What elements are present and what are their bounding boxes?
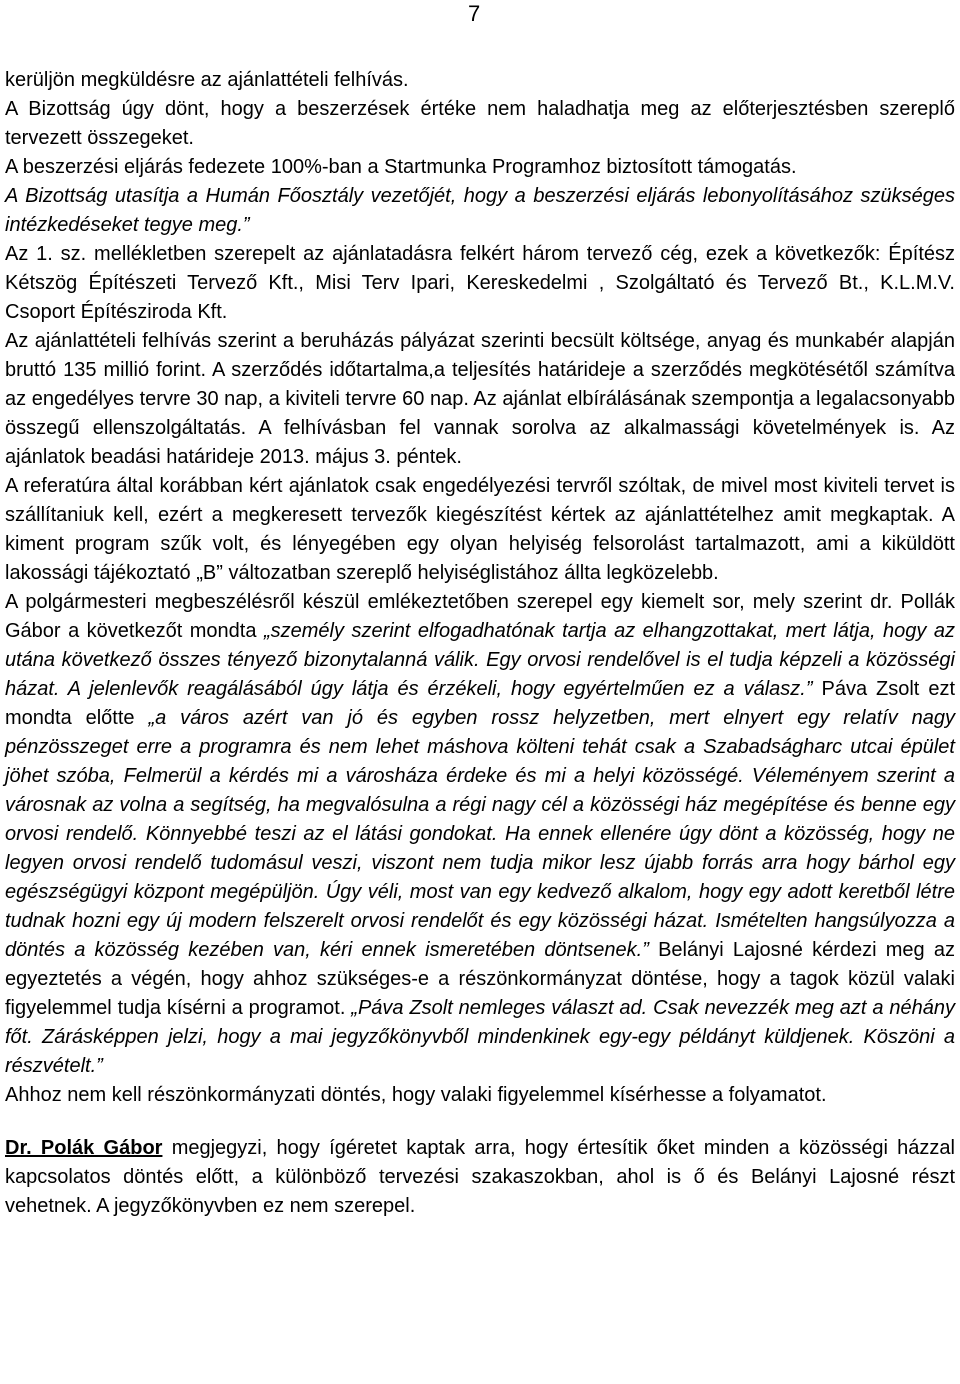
pollak-quote: „személy szerint elfogadhatónak tartja az elhangzottakat, mert látja, hogy az utána következő összes tényező bizonytalanná válik. Egy orvosi rendelővel is el tudja képzeli a közösségi házat. A jelenlevők reagálásából úgy látja és érzékeli, hogy egyértelműen ez a válasz.” xyxy=(5,620,956,700)
closing-quote: „Páva Zsolt nemleges választ ad. Csak nevezzék meg azt a néhány főt. Zárásképpen jelzi, hogy a mai jegyzőkönyvből mindenkinek egy-egy példányt küldjenek. Köszöni a részvételt.” xyxy=(5,997,955,1077)
instruction-quote: A Bizottság utasítja a Humán Főosztály vezetőjét, hogy a beszerzési eljárás lebonyolításához szükséges intézkedéseket tegye meg.” xyxy=(5,185,955,236)
belanyi-question: Belányi Lajosné kérdezi meg az egyeztetés a végén, hogy ahhoz szükséges-e a részönkormányzat döntése, hogy a tagok közül valaki figyelemmel tudja kísérni a programot. xyxy=(5,939,955,1019)
meeting-intro: A polgármesteri megbeszélésről készül emlékeztetőben szerepel egy kiemelt sor, mely szerint dr. Pollák Gábor a következőt mondta xyxy=(5,591,955,642)
paragraph-instruction xyxy=(5,182,955,240)
document-body xyxy=(5,66,955,1221)
paragraph-mayoral-meeting xyxy=(5,588,955,1081)
pava-quote: „a város azért van jó és egyben rossz helyzetben, mert elnyert egy relatív nagy pénzösszeget erre a programra és nem lehet máshova költeni tehát csak a Szabadságharc utcai épület jöhet szóba, Felmerül a kérdés mi a városháza érdeke és mi a helyi közösségé. Véleményem szerint a városnak az volna a segítség, ha megvalósulna a régi nagy cél a közösségi ház megépítése és benne egy orvosi rendelő. Könnyebbé teszi az el látási gondokat. Ha ennek ellenére úgy dönt a közösség, hogy ne legyen orvosi rendelő tudomásul veszi, viszont nem tudja mikor lesz újabb forrás arra hogy bárhol egy egészségügyi központ megépüljön. Úgy véli, most van egy kedvező alkalom, hogy egy adott keretből létre tudnak hozni egy új modern felszerelt orvosi rendelőt és egy közösségi házat. Ismételten hangsúlyozza a döntés a közösség kezében van, kéri ennek ismeretében döntsenek.” xyxy=(5,707,956,961)
paragraph-polak-remark xyxy=(5,1134,955,1221)
pava-intro: Páva Zsolt ezt mondta előtte xyxy=(5,678,956,729)
paragraph-funding: A beszerzési eljárás fedezete 100%-ban a Startmunka Programhoz biztosított támogatás. xyxy=(5,156,797,178)
paragraph-sending-invitation: kerüljön megküldésre az ajánlattételi felhívás. xyxy=(5,69,409,91)
paragraph-design-firms: Az 1. sz. mellékletben szerepelt az ajánlatadásra felkért három tervező cég, ezek a következők: Építész Kétszög Építészeti Tervező Kft., Misi Terv Ipari, Kereskedelmi , Szolgáltató és Tervező Bt., K.L.M.V. Csoport Építésziroda Kft. xyxy=(5,243,955,323)
paragraph-referatura: A referatúra által korábban kért ajánlatok csak engedélyezési tervről szóltak, de mivel most kiviteli tervet is szállítaniuk kell, ezért a megkeresett tervezők kiegészítést kértek az ajánlattételhez amit megkaptak. A kiment program szűk volt, és lényegében egy olyan helyiség felsorolást tartalmazott, ami a kiküldött lakossági tájékoztató „B” változatban szereplő helyiséglistához állta legközelebb. xyxy=(5,475,955,584)
polak-remark-text: megjegyzi, hogy ígéretet kaptak arra, hogy értesítik őket minden a közösségi házzal kapcsolatos döntés előtt, a különböző tervezési szakaszokban, ahol is ő és Belányi Lajosné részt vehetnek. A jegyzőkönyvben ez nem szerepel. xyxy=(5,1137,955,1217)
page-number: 7 xyxy=(468,1,481,26)
paragraph-no-decision-needed: Ahhoz nem kell részönkormányzati döntés, hogy valaki figyelemmel kísérhesse a folyamatot. xyxy=(5,1084,827,1106)
paragraph-procurement-value: A Bizottság úgy dönt, hogy a beszerzések értéke nem haladhatja meg az előterjesztésben szereplő tervezett összegeket. xyxy=(5,98,955,149)
speaker-name: Dr. Polák Gábor xyxy=(5,1137,163,1159)
paragraph-invitation-details: Az ajánlattételi felhívás szerint a beruházás pályázat szerinti becsült költsége, anyag és munkabér alapján bruttó 135 millió forint. A szerződés időtartalma,a teljesítés határideje a szerződés megkötésétől számítva az engedélyes tervre 30 nap, a kiviteli tervre 60 nap. Az ajánlat elbírálásának szempontja a legalacsonyabb összegű ellenszolgáltatás. A felhívásban fel vannak sorolva az alkalmassági követelmények is. Az ajánlatok beadási határideje 2013. május 3. péntek. xyxy=(5,330,955,468)
